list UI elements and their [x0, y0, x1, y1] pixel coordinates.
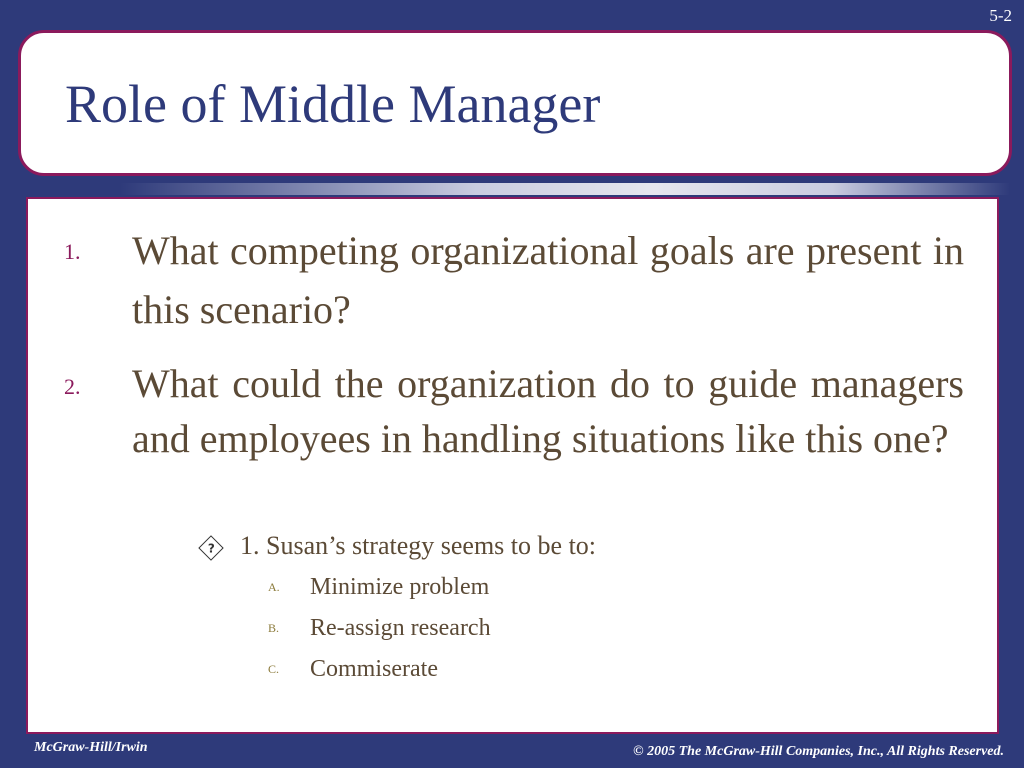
- sub-sub-letter-c: C.: [268, 662, 280, 676]
- diamond-question-icon: ?: [198, 535, 223, 560]
- sub-sub-letter-a: A.: [268, 580, 280, 594]
- list-text-1: What competing organizational goals are present in this scenario?: [132, 228, 964, 332]
- footer-publisher: McGraw-Hill/Irwin: [34, 740, 148, 755]
- content-box: [26, 197, 999, 734]
- title-box: [18, 30, 1012, 176]
- list-item-1: [64, 221, 964, 339]
- sub-sub-item-b: [268, 615, 491, 642]
- list-number-1: 1.: [64, 239, 81, 264]
- sub-sub-letter-b: B.: [268, 621, 280, 635]
- sub-sub-text-c: Commiserate: [310, 656, 438, 682]
- slide-title: Role of Middle Manager: [65, 74, 601, 134]
- sub-bullet-text: 1. Susan’s strategy seems to be to:: [240, 531, 597, 560]
- sub-sub-text-a: Minimize problem: [310, 574, 490, 600]
- sub-sub-item-a: [268, 574, 489, 601]
- sub-sub-text-b: Re-assign research: [310, 615, 491, 641]
- list-item-2: [64, 356, 964, 466]
- sub-bullet-item: [202, 531, 596, 561]
- sub-sub-item-c: [268, 656, 438, 683]
- list-text-2: What could the organization do to guide managers and employees in handling situations like this one?: [132, 361, 964, 461]
- title-divider: [120, 183, 1010, 195]
- footer-copyright: © 2005 The McGraw-Hill Companies, Inc., All Rights Reserved.: [633, 744, 1004, 759]
- slide-number: 5-2: [989, 6, 1012, 25]
- list-number-2: 2.: [64, 374, 81, 399]
